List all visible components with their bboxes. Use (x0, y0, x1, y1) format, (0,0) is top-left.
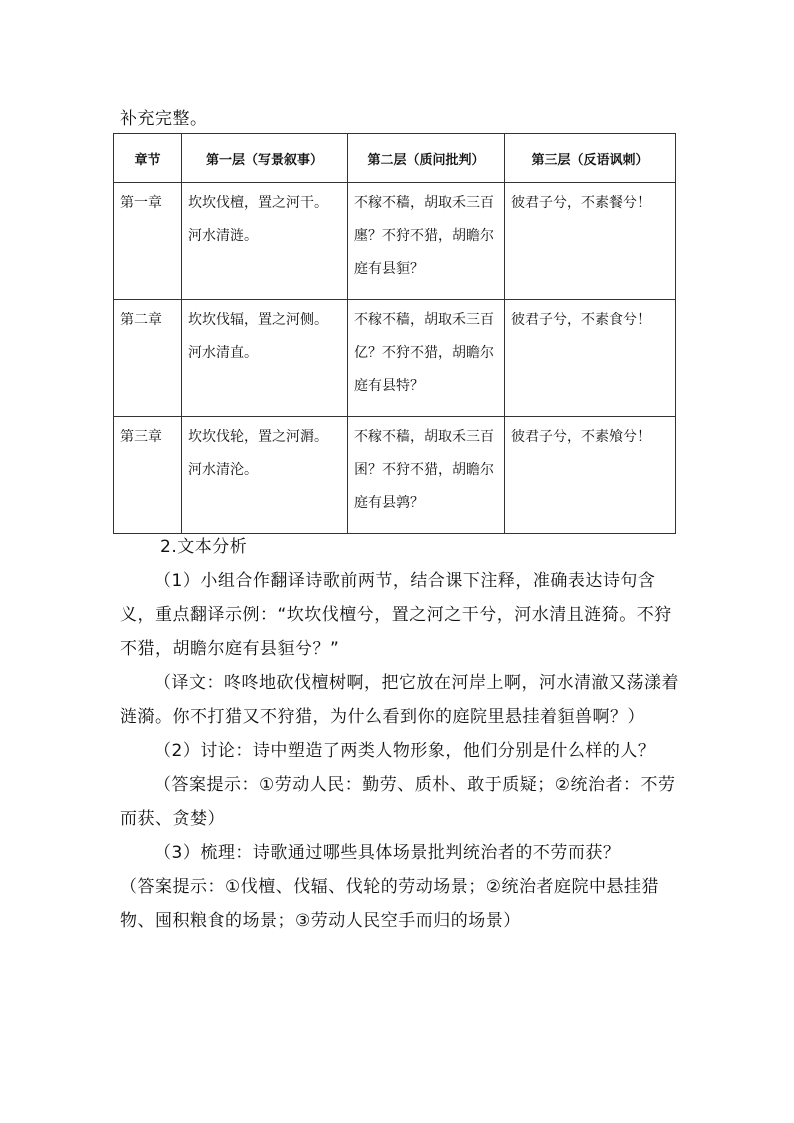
table-row (114, 183, 676, 300)
header-layer-2: 第二层（质问批判） (348, 134, 505, 183)
layer3-cell: 彼君子兮，不素餐兮！ (505, 183, 676, 300)
paragraph-discussion: （2）讨论：诗中塑造了两类人物形象，他们分别是什么样的人？ (154, 741, 656, 761)
layer2-cell: 不稼不穑，胡取禾三百亿？不狩不猎，胡瞻尔庭有县特？ (348, 300, 505, 417)
layer3-cell: 彼君子兮，不素食兮！ (505, 300, 676, 417)
layer3-cell: 彼君子兮，不素飧兮！ (505, 417, 676, 534)
table-row (114, 417, 676, 534)
layer1-cell: 坎坎伐檀，置之河干。河水清涟。 (182, 183, 348, 300)
chapter-cell: 第一章 (114, 183, 182, 300)
poem-structure-table (113, 133, 676, 534)
layer2-cell: 不稼不穑，胡取禾三百廛？不狩不猎，胡瞻尔庭有县貆？ (348, 183, 505, 300)
analysis-section (120, 530, 685, 938)
header-layer-1: 第一层（写景叙事） (182, 134, 348, 183)
paragraph-translation: （译文：咚咚地砍伐檀树啊，把它放在河岸上啊，河水清澈又荡漾着涟漪。你不打猎又不狩猎，为什么看到你的庭院里悬挂着貆兽啊？） (120, 673, 679, 727)
table-header-row (114, 134, 676, 183)
header-chapter: 章节 (114, 134, 182, 183)
paragraph-translation-task: （1）小组合作翻译诗歌前两节，结合课下注释，准确表达诗句含义，重点翻译示例：“坎坎伐檀兮，置之河之干兮，河水清且涟猗。不狩不猎，胡瞻尔庭有县貆兮？” (120, 571, 672, 659)
table-row (114, 300, 676, 417)
header-layer-3: 第三层（反语讽刺） (505, 134, 676, 183)
paragraph-discussion-answer: （答案提示：①劳动人民：勤劳、质朴、敢于质疑；②统治者：不劳而获、贪婪） (120, 775, 676, 829)
chapter-cell: 第二章 (114, 300, 182, 417)
layer1-cell: 坎坎伐轮，置之河漘。河水清沦。 (182, 417, 348, 534)
layer2-cell: 不稼不穑，胡取禾三百囷？不狩不猎，胡瞻尔庭有县鹑？ (348, 417, 505, 534)
chapter-cell: 第三章 (114, 417, 182, 534)
paragraph-sorting: （3）梳理：诗歌通过哪些具体场景批判统治者的不劳而获？ (154, 843, 621, 863)
intro-text: 补充完整。 (120, 109, 208, 129)
paragraph-sorting-answer: （答案提示：①伐檀、伐辐、伐轮的劳动场景；②统治者庭院中悬挂猎物、囤积粮食的场景；③劳动人民空手而归的场景） (120, 877, 659, 931)
section-heading: 2.文本分析 (160, 537, 248, 557)
layer1-cell: 坎坎伐辐，置之河侧。河水清直。 (182, 300, 348, 417)
